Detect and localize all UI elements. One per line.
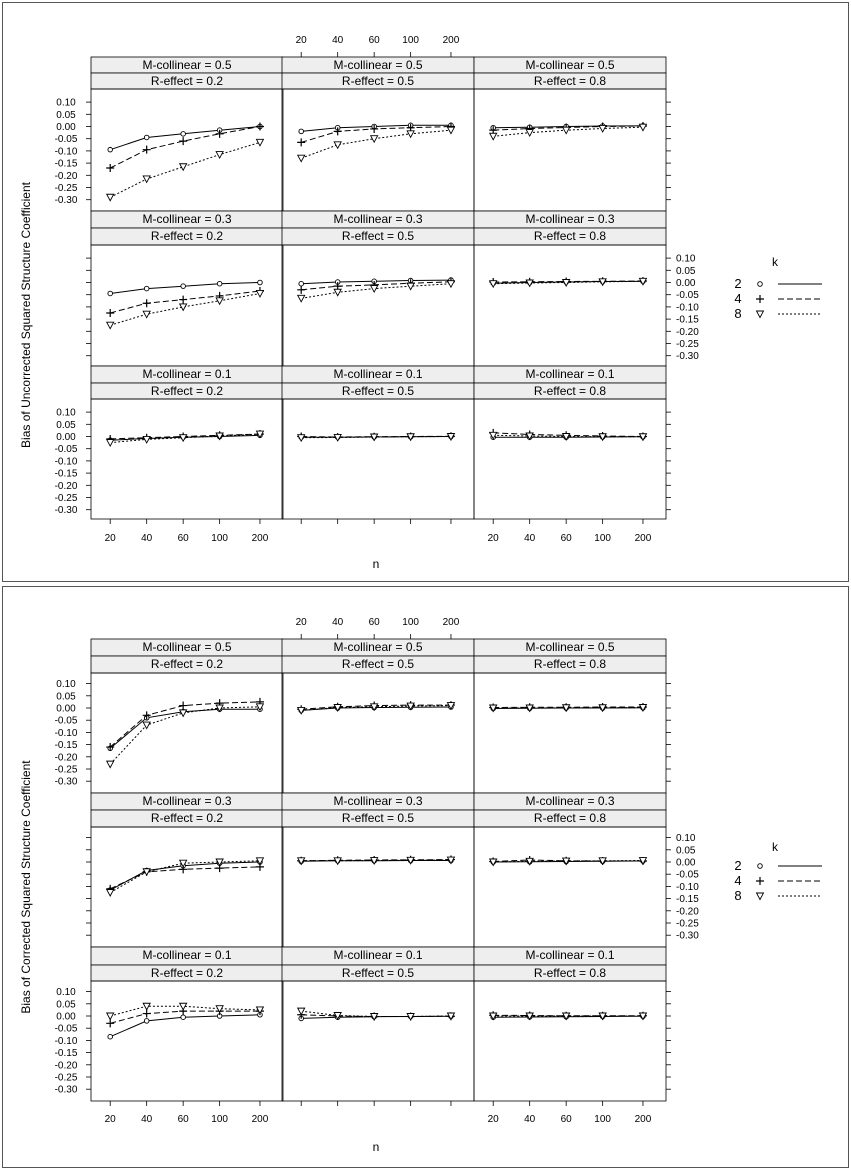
y-tick-label: -0.15 bbox=[676, 314, 699, 326]
x-tick-label: 20 bbox=[487, 533, 499, 544]
data-point-k4 bbox=[106, 1019, 114, 1027]
panel-frame bbox=[91, 981, 283, 1101]
data-point-k2 bbox=[108, 1034, 113, 1039]
y-tick-label: -0.25 bbox=[676, 339, 699, 350]
y-tick-label: 0.10 bbox=[56, 97, 76, 109]
y-tick-label: 0.00 bbox=[676, 857, 696, 869]
y-tick-label: 0.10 bbox=[56, 407, 76, 419]
data-point-k4 bbox=[179, 702, 187, 710]
x-tick-label: 100 bbox=[211, 533, 228, 544]
data-point-k4 bbox=[179, 137, 187, 145]
data-point-k2 bbox=[108, 147, 113, 152]
x-tick-label: 200 bbox=[634, 1114, 652, 1125]
y-tick-label: -0.10 bbox=[54, 727, 78, 739]
strip-r-label: R-effect = 0.8 bbox=[533, 966, 607, 980]
y-tick-label: 0.00 bbox=[56, 703, 76, 715]
data-point-k4 bbox=[216, 130, 224, 138]
data-point-k8 bbox=[407, 131, 414, 138]
data-point-k2 bbox=[144, 286, 149, 291]
panel bbox=[474, 947, 666, 1101]
y-tick-label: 0.05 bbox=[56, 691, 76, 703]
strip-r-label: R-effect = 0.8 bbox=[533, 74, 607, 88]
strip-m-label: M-collinear = 0.5 bbox=[142, 58, 232, 72]
strip-m-label: M-collinear = 0.5 bbox=[525, 640, 615, 654]
x-tick-label: 60 bbox=[368, 617, 380, 628]
data-point-k8 bbox=[490, 133, 497, 140]
data-point-k8 bbox=[107, 890, 114, 897]
y-axis-label: Bias of Corrected Squared Structure Coefficient bbox=[19, 760, 33, 1014]
data-point-k8 bbox=[563, 127, 570, 134]
y-tick-label: 0.00 bbox=[56, 1011, 76, 1023]
data-point-k8 bbox=[107, 440, 114, 447]
data-point-k2 bbox=[181, 284, 186, 289]
data-point-k8 bbox=[107, 322, 114, 329]
series-line-k8 bbox=[301, 130, 451, 158]
y-tick-label: 0.00 bbox=[56, 432, 76, 443]
panel bbox=[282, 639, 474, 793]
panel-frame bbox=[474, 827, 666, 947]
y-tick-label: -0.15 bbox=[54, 468, 78, 480]
series-line-k8 bbox=[110, 142, 260, 197]
data-point-k2 bbox=[108, 291, 113, 296]
panel bbox=[282, 947, 474, 1101]
y-tick-label: 0.00 bbox=[676, 278, 696, 289]
data-point-k2 bbox=[258, 280, 263, 285]
data-point-k4 bbox=[143, 1010, 151, 1018]
panel bbox=[91, 366, 283, 519]
y-axis-label: Bias of Uncorrected Squared Structure Coefficient bbox=[19, 182, 33, 448]
x-tick-label: 200 bbox=[442, 35, 460, 46]
y-tick-label: -0.20 bbox=[676, 326, 699, 338]
y-tick-label: 0.05 bbox=[56, 999, 76, 1011]
y-tick-label: -0.30 bbox=[54, 776, 78, 788]
panel bbox=[474, 57, 666, 211]
data-point-k8 bbox=[334, 142, 341, 149]
y-tick-label: -0.10 bbox=[54, 1035, 78, 1047]
strip-m-label: M-collinear = 0.1 bbox=[333, 948, 423, 962]
panel bbox=[474, 639, 666, 793]
panel bbox=[474, 211, 666, 366]
legend-label: 2 bbox=[734, 858, 742, 873]
strip-r-label: R-effect = 0.5 bbox=[341, 966, 415, 980]
data-point-k2 bbox=[299, 281, 304, 286]
x-tick-label: 40 bbox=[141, 1114, 153, 1125]
data-point-k4 bbox=[143, 146, 151, 154]
y-tick-label: 0.05 bbox=[56, 109, 76, 121]
strip-m-label: M-collinear = 0.5 bbox=[525, 58, 615, 72]
y-tick-label: 0.10 bbox=[676, 253, 696, 265]
series-line-k8 bbox=[110, 707, 260, 764]
data-point-k2 bbox=[217, 281, 222, 286]
strip-r-label: R-effect = 0.5 bbox=[341, 384, 415, 398]
figure-1 bbox=[19, 35, 822, 571]
x-tick-label: 60 bbox=[177, 1114, 189, 1125]
y-tick-label: -0.25 bbox=[54, 764, 78, 776]
panel-frame bbox=[91, 245, 283, 366]
y-tick-label: -0.30 bbox=[54, 195, 78, 207]
x-tick-label: 40 bbox=[141, 533, 153, 544]
y-tick-label: -0.25 bbox=[676, 918, 699, 930]
legend-title: k bbox=[772, 255, 778, 269]
y-tick-label: -0.10 bbox=[54, 456, 78, 468]
data-point-k8 bbox=[180, 164, 187, 171]
strip-r-label: R-effect = 0.8 bbox=[533, 229, 607, 243]
strip-m-label: M-collinear = 0.1 bbox=[333, 367, 423, 381]
strip-m-label: M-collinear = 0.3 bbox=[525, 212, 615, 226]
x-axis-label: n bbox=[372, 1140, 380, 1154]
panel bbox=[91, 57, 283, 211]
data-point-k4 bbox=[334, 127, 342, 135]
strip-r-label: R-effect = 0.8 bbox=[533, 657, 607, 671]
y-tick-label: -0.25 bbox=[54, 183, 78, 194]
y-tick-label: -0.25 bbox=[54, 1072, 78, 1084]
legend-label: 8 bbox=[734, 306, 742, 321]
panel-frame bbox=[91, 827, 283, 947]
data-point-k4 bbox=[143, 299, 151, 307]
legend-marker bbox=[756, 295, 764, 303]
legend bbox=[734, 840, 822, 903]
x-tick-label: 60 bbox=[177, 533, 189, 544]
legend-marker bbox=[756, 877, 764, 885]
data-point-k4 bbox=[106, 164, 114, 172]
y-tick-label: -0.10 bbox=[676, 302, 699, 314]
y-tick-label: -0.15 bbox=[676, 894, 699, 906]
x-tick-label: 40 bbox=[524, 1114, 536, 1125]
series-line-k4 bbox=[110, 291, 260, 313]
data-point-k8 bbox=[216, 152, 223, 159]
strip-r-label: R-effect = 0.5 bbox=[341, 811, 415, 825]
y-tick-label: 0.10 bbox=[676, 833, 696, 845]
data-point-k8 bbox=[256, 139, 263, 146]
y-tick-label: -0.05 bbox=[54, 715, 78, 727]
panel-frame bbox=[91, 89, 283, 211]
strip-m-label: M-collinear = 0.1 bbox=[525, 367, 615, 381]
x-tick-label: 60 bbox=[560, 1114, 572, 1125]
y-tick-label: 0.05 bbox=[676, 845, 696, 857]
panel-frame bbox=[282, 981, 474, 1101]
panel-frame bbox=[282, 89, 474, 211]
data-point-k2 bbox=[181, 1015, 186, 1020]
strip-r-label: R-effect = 0.5 bbox=[341, 229, 415, 243]
x-tick-label: 100 bbox=[402, 35, 419, 46]
panel-frame bbox=[474, 981, 666, 1101]
strip-r-label: R-effect = 0.2 bbox=[150, 229, 224, 243]
x-tick-label: 20 bbox=[104, 1114, 116, 1125]
legend-marker bbox=[757, 311, 764, 318]
x-axis-label: n bbox=[372, 557, 380, 571]
y-tick-label: -0.20 bbox=[676, 906, 699, 918]
panel bbox=[91, 639, 283, 793]
y-tick-label: 0.00 bbox=[56, 122, 76, 133]
strip-r-label: R-effect = 0.5 bbox=[341, 74, 415, 88]
strip-r-label: R-effect = 0.2 bbox=[150, 966, 224, 980]
strip-m-label: M-collinear = 0.1 bbox=[142, 948, 232, 962]
x-tick-label: 20 bbox=[295, 35, 307, 46]
panel bbox=[282, 211, 474, 366]
data-point-k8 bbox=[639, 124, 646, 130]
data-point-k8 bbox=[447, 127, 454, 134]
panel-frame bbox=[474, 89, 666, 211]
figure-2 bbox=[19, 617, 822, 1154]
data-point-k8 bbox=[298, 1008, 305, 1015]
panel-frame bbox=[282, 245, 474, 366]
panel bbox=[282, 793, 474, 947]
legend-label: 4 bbox=[734, 291, 742, 306]
y-tick-label: 0.05 bbox=[676, 265, 696, 277]
data-point-k8 bbox=[143, 176, 150, 183]
panel-frame bbox=[91, 399, 283, 519]
strip-r-label: R-effect = 0.2 bbox=[150, 74, 224, 88]
x-tick-label: 20 bbox=[487, 1114, 499, 1125]
data-point-k4 bbox=[143, 711, 151, 719]
data-point-k4 bbox=[297, 286, 305, 294]
data-point-k4 bbox=[179, 296, 187, 304]
panel bbox=[91, 211, 283, 366]
x-tick-label: 40 bbox=[332, 35, 344, 46]
data-point-k8 bbox=[334, 289, 341, 296]
data-point-k8 bbox=[107, 1013, 114, 1020]
x-tick-label: 20 bbox=[104, 533, 116, 544]
data-point-k8 bbox=[256, 290, 263, 297]
data-point-k8 bbox=[143, 311, 150, 318]
panel bbox=[474, 366, 666, 519]
x-tick-label: 100 bbox=[594, 1114, 611, 1125]
data-point-k8 bbox=[107, 194, 114, 201]
panel bbox=[91, 793, 283, 947]
x-tick-label: 200 bbox=[251, 533, 269, 544]
data-point-k8 bbox=[298, 295, 305, 302]
y-tick-label: -0.05 bbox=[676, 290, 699, 302]
y-tick-label: -0.30 bbox=[676, 930, 699, 942]
data-point-k8 bbox=[107, 761, 114, 768]
x-tick-label: 200 bbox=[634, 533, 652, 544]
panel-frame bbox=[474, 245, 666, 366]
y-tick-label: -0.20 bbox=[54, 480, 78, 492]
x-tick-label: 40 bbox=[332, 617, 344, 628]
y-tick-label: -0.05 bbox=[54, 1023, 78, 1035]
y-tick-label: -0.05 bbox=[54, 134, 78, 146]
data-point-k8 bbox=[298, 155, 305, 162]
panel-frame bbox=[282, 399, 474, 519]
panel bbox=[282, 366, 474, 519]
strip-m-label: M-collinear = 0.1 bbox=[525, 948, 615, 962]
strip-m-label: M-collinear = 0.1 bbox=[142, 367, 232, 381]
panel-frame bbox=[474, 399, 666, 519]
x-tick-label: 100 bbox=[594, 533, 611, 544]
y-tick-label: 0.05 bbox=[56, 419, 76, 431]
y-tick-label: -0.30 bbox=[54, 1084, 78, 1096]
legend-title: k bbox=[772, 840, 778, 854]
x-tick-label: 60 bbox=[560, 533, 572, 544]
legend-label: 4 bbox=[734, 873, 742, 888]
x-tick-label: 100 bbox=[211, 1114, 228, 1125]
strip-r-label: R-effect = 0.2 bbox=[150, 811, 224, 825]
data-point-k4 bbox=[256, 123, 264, 131]
y-tick-label: -0.30 bbox=[54, 505, 78, 517]
strip-m-label: M-collinear = 0.5 bbox=[333, 58, 423, 72]
figure-frame-bottom bbox=[3, 587, 849, 1168]
strip-m-label: M-collinear = 0.5 bbox=[142, 640, 232, 654]
y-tick-label: 0.10 bbox=[56, 987, 76, 999]
y-tick-label: -0.25 bbox=[54, 493, 78, 504]
legend-label: 2 bbox=[734, 276, 742, 291]
y-tick-label: -0.20 bbox=[54, 170, 78, 182]
data-point-k4 bbox=[297, 138, 305, 146]
x-tick-label: 200 bbox=[442, 617, 460, 628]
data-point-k2 bbox=[299, 129, 304, 134]
legend-marker bbox=[758, 282, 763, 287]
series-line-k2 bbox=[110, 709, 260, 748]
y-tick-label: -0.20 bbox=[54, 1060, 78, 1072]
x-tick-label: 100 bbox=[402, 617, 419, 628]
strip-m-label: M-collinear = 0.3 bbox=[333, 212, 423, 226]
y-tick-label: 0.10 bbox=[56, 679, 76, 691]
y-tick-label: -0.10 bbox=[54, 146, 78, 158]
strip-r-label: R-effect = 0.5 bbox=[341, 657, 415, 671]
strip-m-label: M-collinear = 0.5 bbox=[333, 640, 423, 654]
strip-m-label: M-collinear = 0.3 bbox=[525, 794, 615, 808]
panel-frame bbox=[91, 673, 283, 793]
panel bbox=[282, 57, 474, 211]
x-tick-label: 20 bbox=[295, 617, 307, 628]
legend-marker bbox=[757, 893, 764, 900]
legend-label: 8 bbox=[734, 888, 742, 903]
x-tick-label: 40 bbox=[524, 533, 536, 544]
data-point-k2 bbox=[181, 132, 186, 137]
panel bbox=[91, 947, 283, 1101]
y-tick-label: -0.15 bbox=[54, 740, 78, 752]
data-point-k2 bbox=[144, 1019, 149, 1024]
x-tick-label: 200 bbox=[251, 1114, 269, 1125]
data-point-k8 bbox=[526, 130, 533, 137]
strip-r-label: R-effect = 0.2 bbox=[150, 384, 224, 398]
strip-r-label: R-effect = 0.2 bbox=[150, 657, 224, 671]
strip-m-label: M-collinear = 0.3 bbox=[142, 794, 232, 808]
y-tick-label: -0.20 bbox=[54, 752, 78, 764]
strip-m-label: M-collinear = 0.3 bbox=[142, 212, 232, 226]
panel-frame bbox=[282, 827, 474, 947]
panel-frame bbox=[474, 673, 666, 793]
data-point-k8 bbox=[180, 710, 187, 717]
y-tick-label: -0.05 bbox=[676, 869, 699, 881]
y-tick-label: -0.15 bbox=[54, 158, 78, 170]
panel-frame bbox=[282, 673, 474, 793]
strip-r-label: R-effect = 0.8 bbox=[533, 384, 607, 398]
strip-m-label: M-collinear = 0.3 bbox=[333, 794, 423, 808]
legend-marker bbox=[758, 864, 763, 869]
series-line-k8 bbox=[110, 294, 260, 326]
x-tick-label: 60 bbox=[368, 35, 380, 46]
y-tick-label: -0.05 bbox=[54, 444, 78, 456]
series-line-k2 bbox=[110, 127, 260, 150]
panel bbox=[474, 793, 666, 947]
y-tick-label: -0.10 bbox=[676, 881, 699, 893]
data-point-k4 bbox=[106, 309, 114, 317]
data-point-k2 bbox=[144, 135, 149, 140]
y-tick-label: -0.30 bbox=[676, 351, 699, 363]
legend bbox=[734, 255, 822, 321]
strip-r-label: R-effect = 0.8 bbox=[533, 811, 607, 825]
y-tick-label: -0.15 bbox=[54, 1048, 78, 1060]
